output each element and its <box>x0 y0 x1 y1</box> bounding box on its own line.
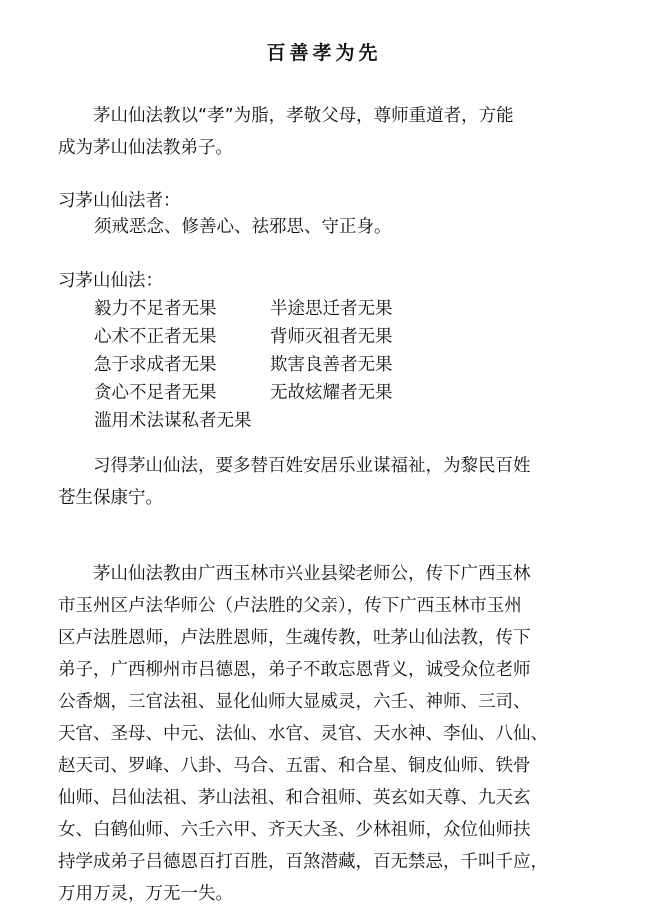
rule-item: 背师灭祖者无果 <box>270 327 393 347</box>
intro-paragraph <box>58 100 614 164</box>
lineage-line: 区卢法胜恩师，卢法胜恩师，生魂传教，吐茅山仙法教，传下 <box>58 628 531 648</box>
rule-item: 心术不正者无果 <box>94 327 217 347</box>
lineage-line: 公香烟，三官法祖、显化仙师大显威灵，六壬、神师、三司、 <box>58 692 531 712</box>
rule-row <box>94 351 594 379</box>
lineage-line: 万用万灵，万无一失。 <box>58 884 233 904</box>
rule-row <box>94 407 594 435</box>
blessing-paragraph <box>58 450 614 514</box>
lineage-paragraph <box>58 558 614 910</box>
rule-item: 贪心不足者无果 <box>94 383 217 403</box>
rule-item: 滥用术法谋私者无果 <box>94 411 252 431</box>
section2-heading: 习茅山仙法： <box>58 271 163 291</box>
rules-list <box>94 295 594 435</box>
rule-item: 半途思迁者无果 <box>270 299 393 319</box>
rule-item: 毅力不足者无果 <box>94 299 217 319</box>
rule-item: 急于求成者无果 <box>94 355 217 375</box>
section1-heading: 习茅山仙法者： <box>58 191 181 211</box>
blessing-line-1: 习得茅山仙法，要多替百姓安居乐业谋福祉，为黎民百姓 <box>93 456 531 476</box>
rule-row <box>94 295 594 323</box>
lineage-line: 市玉州区卢法华师公（卢法胜的父亲），传下广西玉林市玉州 <box>58 596 522 616</box>
intro-line-1: 茅山仙法教以“孝”为脂，孝敬父母，尊师重道者，方能 <box>93 106 514 126</box>
lineage-line: 茅山仙法教由广西玉林市兴业县梁老师公，传下广西玉林 <box>93 564 531 584</box>
rule-row <box>94 323 594 351</box>
lineage-line: 天官、圣母、中元、法仙、水官、灵官、天水神、李仙、八仙、 <box>58 724 548 744</box>
section1-body: 须戒恶念、修善心、祛邪思、守正身。 <box>94 217 392 237</box>
rule-item: 无故炫耀者无果 <box>270 383 393 403</box>
lineage-line: 弟子，广西柳州市吕德恩，弟子不敢忘恩背义，诚受众位老师 <box>58 660 531 680</box>
page-title: 百善孝为先 <box>266 42 382 64</box>
lineage-line: 仙师、吕仙法祖、茅山法祖、和合祖师、英玄如天尊、九天玄 <box>58 788 531 808</box>
lineage-line: 赵天司、罗峰、八卦、马合、五雷、和合星、铜皮仙师、铁骨 <box>58 756 531 776</box>
lineage-line: 持学成弟子吕德恩百打百胜，百煞潜藏，百无禁忌，千叫千应， <box>58 852 548 872</box>
rule-item: 欺害良善者无果 <box>270 355 393 375</box>
blessing-line-2: 苍生保康宁。 <box>58 488 163 508</box>
rule-row <box>94 379 594 407</box>
intro-line-2: 成为茅山仙法教弟子。 <box>58 138 233 158</box>
lineage-line: 女、白鹤仙师、六壬六甲、齐天大圣、少林祖师，众位仙师扶 <box>58 820 531 840</box>
